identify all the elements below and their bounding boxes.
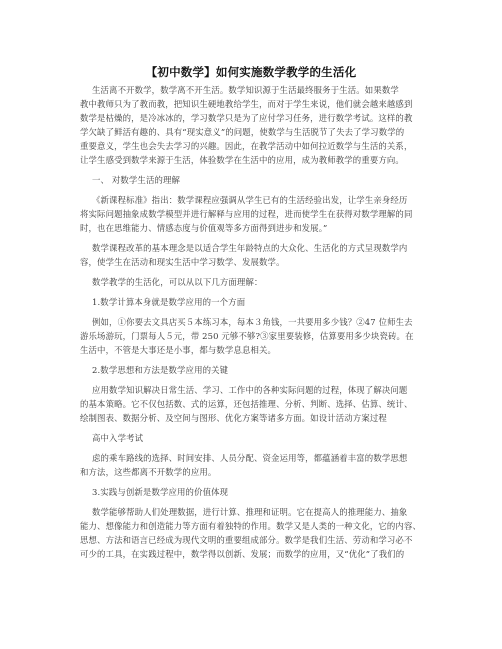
paragraph-line: 虑的乘车路线的选择、时间安排、人员分配、资金运用等，都蕴涵着丰富的数学思想 [92, 453, 408, 463]
section-heading: 一、 对数学生活的理解 [92, 175, 181, 185]
paragraph-line: 生活中，不管是大事还是小事，都与数学息息相关。 [80, 345, 277, 355]
paragraph-line: 容，使学生在活动和现实生活中学习数学、发展数学。 [80, 257, 285, 267]
paragraph-line: 数学课程改革的基本理念是以适合学生年龄特点的大众化、生活化的方式呈现数学内 [92, 243, 408, 253]
paragraph-line: 例如，①你要去文具店买５本练习本，每本３角钱，一共要用多少钱？②47 位师生去 [92, 317, 413, 327]
paragraph-line: 时，也在思维能力、情感态度与价值观等多方面得到进步和发展。” [80, 223, 328, 233]
paragraph-line: 和方法，这些都离不开数学的应用。 [80, 467, 217, 477]
page-title: 【初中数学】如何实施数学教学的生活化 [145, 65, 357, 79]
paragraph-line: 将实际问题抽象成数学模型并进行解释与应用的过程，进而使学生在获得对数学理解的同 [80, 209, 413, 219]
intro-line: 让学生感受到数学来源于生活，体验数学在生活中的应用，成为教师教学的重要方向。 [80, 155, 404, 165]
intro-line: 学欠缺了鲜活有趣的、具有“现实意义”的问题，使数学与生活脱节了失去了学习数学的 [80, 127, 405, 137]
subheading: 1.数学计算本身就是数学应用的一个方面 [92, 297, 246, 307]
paragraph-line: 游乐场游玩，门票每人５元，带 250 元够不够?③家里要装修，估算要用多少块瓷砖。在 [80, 331, 414, 341]
paragraph-line: 应用数学知识解决日常生活、学习、工作中的各种实际问题的过程，体现了解决问题 [92, 385, 408, 395]
intro-line: 生活离不开数学，数学离不开生活。数学知识源于生活最终服务于生活。如果数学 [92, 85, 399, 95]
paragraph-line: 可少的工具，在实践过程中，数学得以创新、发展；而数学的应用，又“优化”了我们的 [80, 549, 405, 559]
subheading: 3.实践与创新是数学应用的价值体现 [92, 487, 229, 497]
paragraph-line: 高中入学考试 [92, 433, 144, 443]
paragraph-line: 能力、想像能力和创造能力等方面有着独特的作用。数学又是人类的一种文化，它的内容、 [80, 521, 421, 531]
intro-line: 重要意义，学生也会失去学习的兴趣。因此，在教学活动中如何拉近数学与生活的关系， [80, 141, 413, 151]
intro-line: 教中教师只为了教而教，把知识生硬地教给学生，而对于学生来说，他们就会越来越感到 [80, 99, 413, 109]
paragraph-line: 的基本策略。它不仅包括数、式的运算，还包括推理、分析、判断、选择、估算、统计、 [80, 399, 413, 409]
paragraph-line: 数学能够帮助人们处理数据，进行计算、推理和证明。它在提高人的推理能力、抽象 [92, 507, 408, 517]
paragraph-line: 思想、方法和语言已经成为现代文明的重要组成部分。数学是我们生活、劳动和学习必不 [80, 535, 413, 545]
paragraph-line: 《新课程标准》指出：数学课程应强调从学生已有的生活经验出发，让学生亲身经历 [92, 195, 408, 205]
paragraph-line: 绘制图表、数据分析、及空间与图形、优化方案等诸多方面。如设计活动方案过程 [80, 413, 387, 423]
intro-line: 数学是枯燥的，是冷冰冰的，学习数学只是为了应付学习任务，进行数学考试。这样的教 [80, 113, 413, 123]
subheading: 2.数学思想和方法是数学应用的关键 [92, 365, 229, 375]
paragraph-line: 数学教学的生活化，可以从以下几方面理解： [92, 277, 263, 287]
